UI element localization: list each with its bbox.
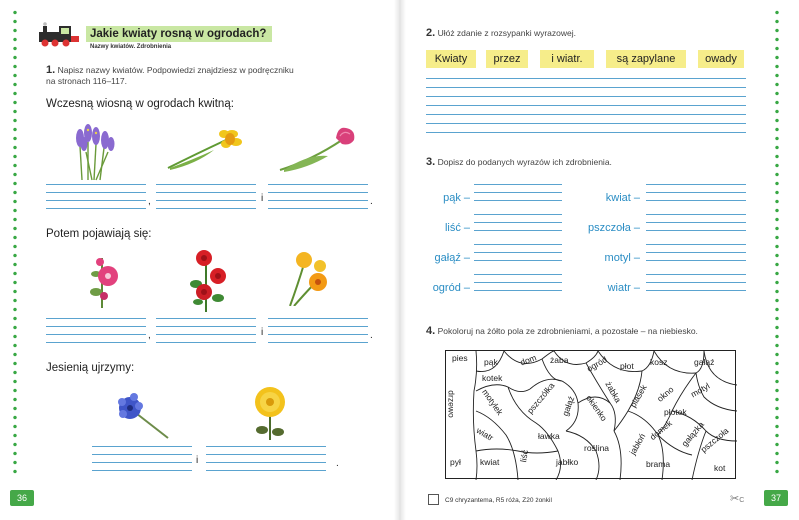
task-3-instruction [426,157,612,168]
puzzle-word: pszczoła [698,425,731,455]
puzzle-word: gałąź [694,357,715,367]
dim-word-wiatr: wiatr – [607,282,640,294]
and-separator: i [261,193,264,204]
section-later-label: Potem pojawiają się: [46,228,152,240]
period-separator: . [336,458,339,469]
scramble-word-2: przez [486,50,528,68]
task-2-instruction [426,28,576,39]
dim-word-galaz: gałąź – [434,252,470,264]
task-3-text: Dopisz do podanych wyrazów ich zdrobnienia. [437,157,612,167]
task-1-text-line2: na stronach 116–117. [46,76,127,86]
task-2-number: 2. [426,27,436,39]
train-icon [37,22,81,48]
chapter-title: Jakie kwiaty rosną w ogrodach? [86,26,272,42]
scramble-word-4: są zapylane [606,50,686,68]
chapter-subtitle: Nazwy kwiatów. Zdrobnienia [90,44,172,50]
puzzle-word: liść [518,449,531,463]
coloring-puzzle [445,350,736,479]
task-1-number: 1. [46,64,56,76]
and-separator: i [261,327,264,338]
page-number-left: 36 [10,490,34,506]
puzzle-word: pszczółka [524,380,557,416]
dotted-border-left [13,8,17,478]
dim-word-lisc: liść – [444,222,470,234]
task-2-text: Ułóż zdanie z rozsypanki wyrazowej. [437,28,576,38]
puzzle-word: pąk [484,357,498,367]
puzzle-word: płotek [664,407,687,417]
dim-word-pszczola: pszczoła – [588,222,640,234]
puzzle-word: brama [646,459,671,469]
task-4-number: 4. [426,325,436,337]
page-number-right: 37 [764,490,788,506]
task-4-instruction [426,326,698,337]
sticker-icon [428,494,439,505]
puzzle-word: wiatr [474,425,496,443]
sticker-note: C9 chryzantema, R5 róża, Z20 żonkil [445,497,552,504]
marigold-icon [284,250,330,306]
scissors-mark: C [739,497,745,504]
puzzle-word: motylek [480,387,506,417]
puzzle-word: kosz [650,357,668,367]
scramble-word-1: Kwiaty [426,50,476,68]
scissors-icon: ✂C [730,493,745,505]
puzzle-word: żabka [603,379,624,405]
crocus-icon [68,118,120,182]
period-separator: . [370,196,373,207]
scramble-word-5: owady [698,50,744,68]
and-separator: i [196,455,199,466]
puzzle-word: roślina [584,443,610,453]
puzzle-word: okienko [584,393,610,423]
comma-separator: , [148,330,151,341]
cornflower-icon [112,388,172,440]
puzzle-word: motyl [688,380,712,400]
daffodil-icon [166,124,246,172]
period-separator: . [370,330,373,341]
section-early-spring-label: Wczesną wiosną w ogrodach kwitną: [46,98,234,110]
scramble-word-3: i wiatr. [540,50,594,68]
task-3-number: 3. [426,156,436,168]
task-4-text: Pokoloruj na żółto pola ze zdrobnieniami, a pozostałe – na niebiesko. [437,326,698,336]
comma-separator: , [148,196,151,207]
dim-word-ogrod: ogród – [432,282,470,294]
dim-word-motyl: motyl – [604,252,640,264]
puzzle-word: drzewo [446,390,457,418]
rose-icon [188,248,232,312]
puzzle-word: dom [518,352,538,368]
puzzle-word: żaba [550,355,569,365]
puzzle-word: płot [620,361,634,371]
dim-word-pak: pąk – [443,192,470,204]
puzzle-word: gałązka [679,419,706,449]
dim-word-kwiat: kwiat – [605,192,640,204]
puzzle-word: jabłoń [627,431,648,457]
puzzle-word: ogród [584,354,609,374]
puzzle-word: kwiat [480,457,500,467]
puzzle-word: kotek [482,373,503,383]
chrysanthemum-icon [248,386,294,440]
dotted-border-right [775,8,779,478]
tulip-icon [278,124,360,174]
puzzle-word: okno [654,384,676,404]
puzzle-word: domek [647,417,674,443]
puzzle-word: pył [450,457,461,467]
puzzle-word: pies [452,353,468,363]
puzzle-word: ławka [538,431,560,441]
puzzle-word: gałąź [559,394,577,418]
puzzle-word: kot [714,463,726,473]
mallow-icon [86,252,122,308]
puzzle-word: piasek [627,382,649,410]
page-gutter [394,0,406,520]
task-1-instruction [46,65,366,87]
section-autumn-label: Jesienią ujrzymy: [46,362,135,374]
puzzle-word: jabłko [556,457,579,467]
task-1-text-line1: Napisz nazwy kwiatów. Podpowiedzi znajdziesz w podręczniku [57,65,294,75]
